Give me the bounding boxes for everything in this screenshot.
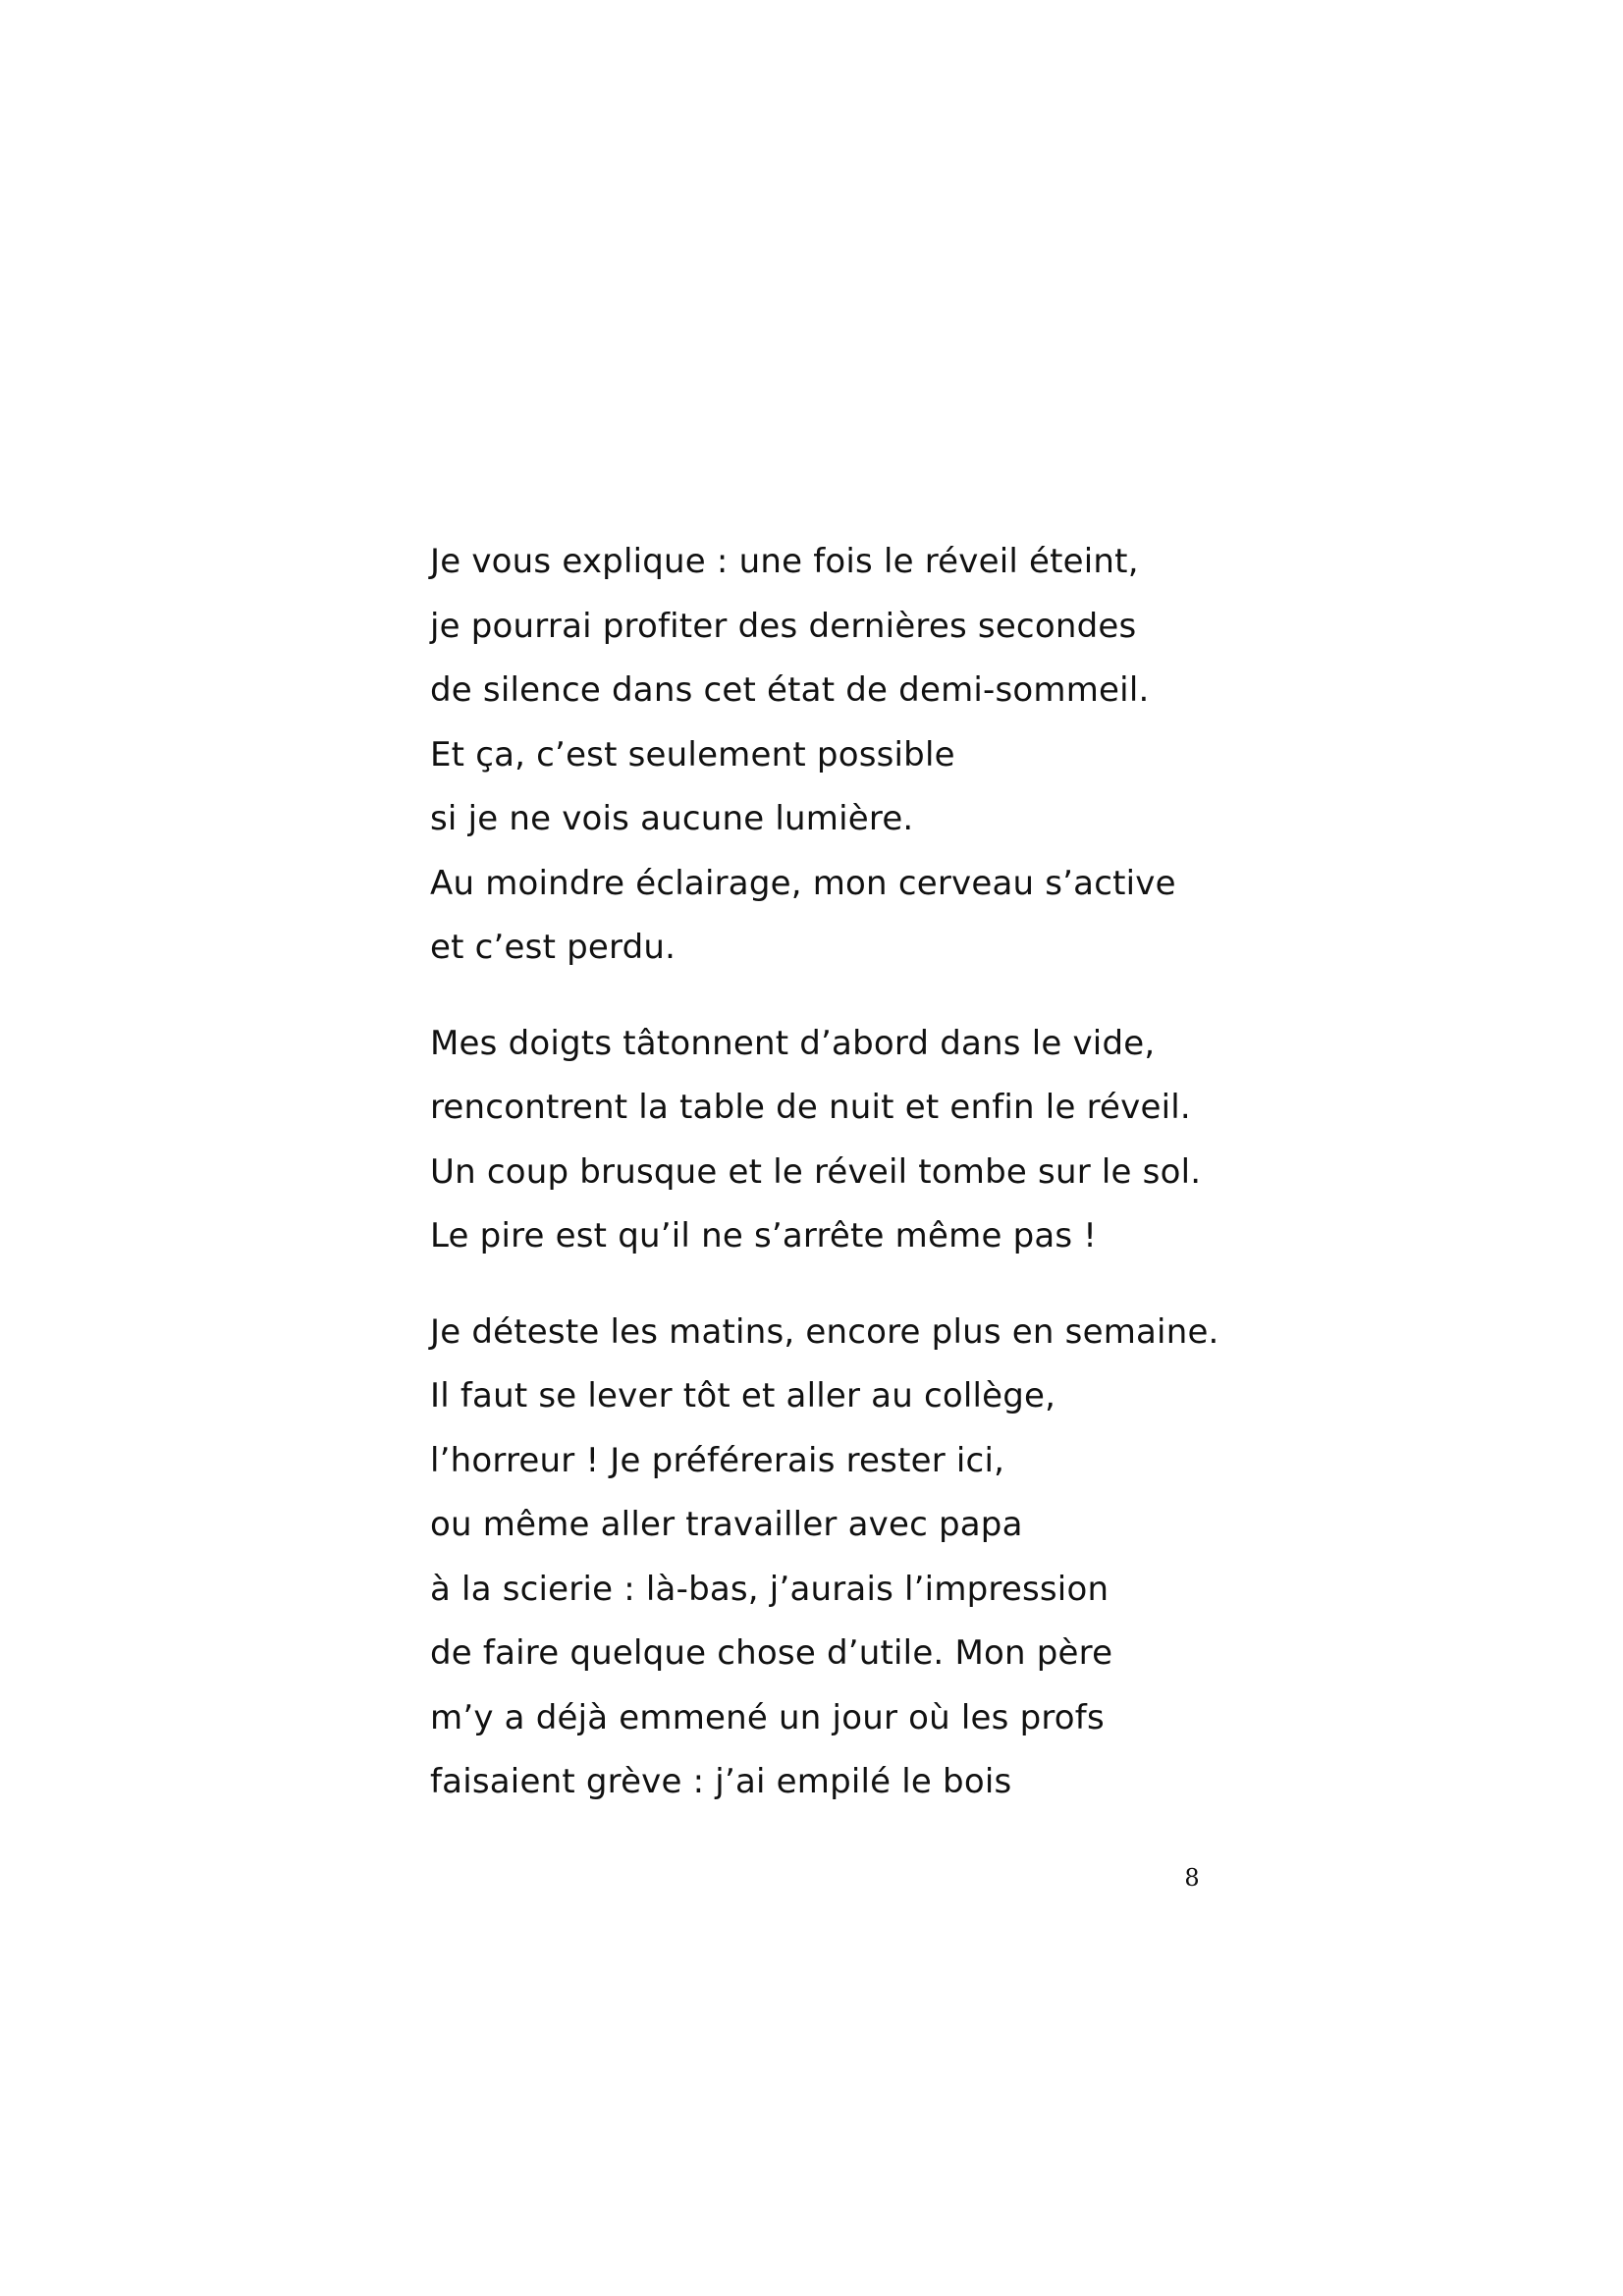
text-line: Au moindre éclairage, mon cerveau s’active [430,863,1176,903]
text-line: l’horreur ! Je préférerais rester ici, [430,1440,1005,1480]
text-line: Il faut se lever tôt et aller au collège, [430,1376,1056,1415]
text-line: de faire quelque chose d’utile. Mon père [430,1633,1113,1673]
text-line: m’y a déjà emmené un jour où les profs [430,1697,1105,1737]
text-line: faisaient grève : j’ai empilé le bois [430,1762,1012,1801]
text-line: je pourrai profiter des dernières secondes [430,606,1137,646]
text-line: Je vous explique : une fois le réveil éteint, [430,542,1139,581]
text-line: Mes doigts tâtonnent d’abord dans le vide, [430,1023,1156,1063]
text-line: Et ça, c’est seulement possible [430,734,955,774]
paragraph-1 [430,530,1314,981]
text-line: Je déteste les matins, encore plus en semaine. [430,1311,1219,1352]
page-number: 8 [1184,1864,1200,1892]
text-line: rencontrent la table de nuit et enfin le réveil. [430,1088,1191,1127]
text-line: ou même aller travailler avec papa [430,1505,1023,1544]
text-line: à la scierie : là-bas, j’aurais l’impression [430,1569,1109,1609]
paragraph-2 [430,1012,1314,1269]
text-line: et c’est perdu. [430,928,676,967]
text-line: Le pire est qu’il ne s’arrête même pas ! [430,1216,1098,1255]
body-text [430,530,1314,1846]
text-line: de silence dans cet état de demi-sommeil. [430,670,1150,710]
text-line: si je ne vois aucune lumière. [430,799,914,838]
paragraph-3 [430,1301,1314,1815]
text-line: Un coup brusque et le réveil tombe sur le sol. [430,1151,1202,1192]
